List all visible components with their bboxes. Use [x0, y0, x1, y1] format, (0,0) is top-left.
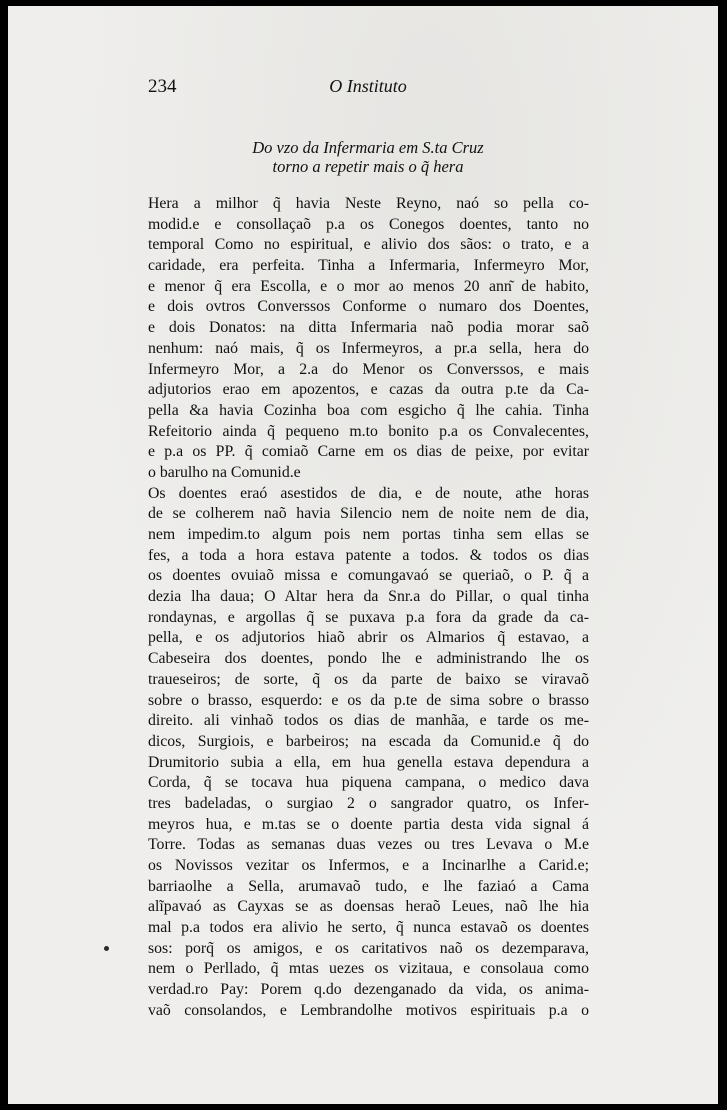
text-line: Hera a milhor q̃ havia Neste Reyno, naó so pella co- — [148, 195, 589, 212]
text-line: dicos, Surgiois, e barbeiros; na escada da Comunid.e q̃ do — [148, 732, 589, 750]
text-line: sobre o brasso, esquerdo: e os da p.te de sima sobre o brasso — [148, 691, 589, 709]
section-title-line: torno a repetir mais o q̃ hera — [272, 157, 464, 176]
text-line: e p.a os PP. q̃ comiaõ Carne em os dias de peixe, por evitar — [148, 443, 589, 461]
page-header — [148, 76, 588, 100]
text-line: sos: porq̃ os amigos, e os caritativos naõ os dezemparava, — [148, 939, 589, 957]
section-title — [148, 138, 588, 176]
text-line: dezia lha daua; O Altar hera da Snr.a do Pillar, o qual tinha — [148, 588, 589, 606]
text-line: Os doentes eraó asestidos de dia, e de noute, athe horas — [148, 484, 589, 502]
text-line: e menor q̃ era Escolla, e o mor ao menos 20 ann͂ de habito, — [148, 277, 589, 295]
text-line: temporal Como no espiritual, e alivio dos sãos: o trato, e a — [148, 236, 589, 254]
page-number: 234 — [148, 76, 177, 97]
text-line: Refeitorio ainda q̃ pequeno m.to bonito p.a os Convalecentes, — [148, 422, 589, 440]
text-line: alĩpavaó as Cayxas se as doensas heraõ Leues, naõ lhe hia — [148, 898, 589, 916]
text-line: direito. ali vinhaõ todos os dias de manhãa, e tarde os me- — [148, 712, 589, 730]
text-line: pella &a havia Cozinha boa com esgicho q̃ lhe cahia. Tinha — [148, 401, 589, 419]
text-line: de se colherem naõ havia Silencio nem de noite nem de dia, — [148, 505, 589, 523]
text-line: tres badeladas, o surgiao 2 o sangrador quatro, os Infer- — [148, 794, 589, 812]
text-line: modid.e e consollaçaõ p.a os Conegos doentes, tanto no — [148, 215, 589, 233]
body-text — [148, 194, 589, 1022]
book-page — [8, 6, 718, 1104]
text-line: barriaolhe a Sella, arumavaõ tudo, e lhe faziaó a Cama — [148, 877, 589, 895]
text-line: Corda, q̃ se tocava hua piquena campana, o medico dava — [148, 774, 589, 792]
text-line: Torre. Todas as semanas duas vezes ou tres Levava o M.e — [148, 836, 589, 854]
text-line: Infermeyro Mor, a 2.a do Menor os Converssos, e mais — [148, 360, 589, 378]
ink-speck — [104, 946, 109, 951]
text-line: e dois Donatos: na ditta Infermaria naõ podia morar saõ — [148, 319, 589, 337]
text-line: verdad.ro Pay: Porem q.do dezenganado da vida, os anima- — [148, 981, 589, 999]
text-line: caridade, era perfeita. Tinha a Infermaria, Infermeyro Mor, — [148, 257, 589, 275]
text-line: traueseiros; de sorte, q̃ os da parte de baixo se viravaõ — [148, 670, 589, 688]
text-line: os doentes ovuiaõ missa e comungavaó se queriaõ, o P. q̃ a — [148, 567, 589, 585]
text-line: Drumitorio subia a ella, em hua genella estava dependura a — [148, 753, 589, 771]
text-line: fes, a toda a hora estava patente a todos. & todos os dias — [148, 546, 589, 564]
text-line: adjutorios erao em apozentos, e cazas da outra p.te da Ca- — [148, 381, 589, 399]
text-line: meyros hua, e m.tas se o doente partia desta vida signal á — [148, 815, 589, 833]
text-line: os Novissos vezitar os Infermos, e a Incinarlhe a Carid.e; — [148, 857, 589, 874]
text-line: mal p.a todos era alivio he serto, q̃ nunca estavaõ os doentes — [148, 919, 589, 937]
text-line: e dois ovtros Converssos Conforme o numaro dos Doentes, — [148, 298, 589, 316]
text-line: rondaynas, e argollas q̃ se puxava p.a fora da grade da ca- — [148, 608, 589, 626]
text-line: vaõ consolandos, e Lembrandolhe motivos espirituais p.a o — [148, 1001, 589, 1019]
text-line: nem o Perllado, q̃ mtas uezes os vizitaua, e consolaua como — [148, 960, 589, 978]
text-line: nem impedim.to algum pois nem portas tinha sem ellas se — [148, 526, 589, 543]
text-line: pella, e os adjutorios hiaõ abrir os Almarios q̃ estavao, a — [148, 629, 589, 647]
text-line: o barulho na Comunid.e — [148, 463, 301, 481]
section-title-line: Do vzo da Infermaria em S.ta Cruz — [252, 138, 484, 157]
text-line: Cabeseira dos doentes, pondo lhe e administrando lhe os — [148, 650, 589, 668]
text-line: nenhum: naó mais, q̃ os Infermeyros, a pr.a sella, hera do — [148, 339, 589, 357]
running-title: O Instituto — [329, 76, 407, 96]
